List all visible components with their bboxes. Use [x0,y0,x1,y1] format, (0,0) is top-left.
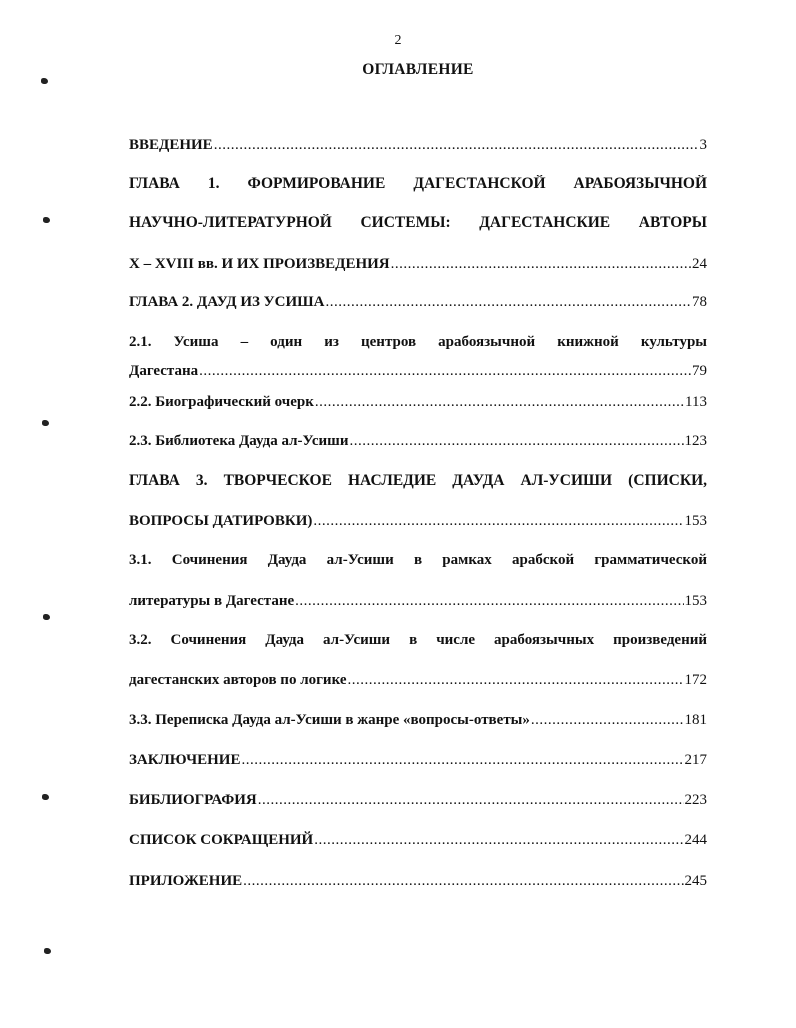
dot-leader [243,872,683,890]
toc-page-number: 113 [685,394,707,410]
toc-entry-s31-line2[interactable] [129,592,707,610]
toc-entry-title: ПРИЛОЖЕНИЕ [129,873,243,889]
toc-entry-s21-line2[interactable] [129,362,707,380]
dot-leader [258,791,684,809]
toc-entry-s23[interactable] [129,432,707,450]
toc-page-number: 244 [684,832,707,848]
scan-mark [44,948,51,954]
toc-page-number: 79 [692,363,707,379]
toc-entry-s31-line1[interactable]: 3.1. Сочинения Дауда ал-Усиши в рамках арабской грамматической [129,552,707,568]
dot-leader [295,592,683,610]
toc-page-number: 181 [684,712,707,728]
toc-entry-title: ГЛАВА 2. ДАУД ИЗ УСИША [129,294,325,310]
toc-entry-s32-line1[interactable]: 3.2. Сочинения Дауда ал-Усиши в числе арабоязычных произведений [129,632,707,648]
toc-entry-title: 2.2. Биографический очерк [129,394,314,410]
scan-mark [43,217,50,223]
toc-page-number: 153 [684,593,707,609]
toc-page-number: 245 [684,873,707,889]
toc-page-number: 153 [684,513,707,529]
toc-entry-ch1-line1[interactable]: ГЛАВА 1. ФОРМИРОВАНИЕ ДАГЕСТАНСКОЙ АРАБОЯЗЫЧНОЙ [129,175,707,192]
toc-entry-title: ВВЕДЕНИЕ [129,137,213,153]
dot-leader [214,136,699,154]
scan-mark [42,420,49,426]
toc-entry-s21-line1[interactable]: 2.1. Усиша – один из центров арабоязычной книжной культуры [129,334,707,350]
toc-page-number: 3 [699,137,707,153]
toc-entry-ch1-line3[interactable] [129,255,707,273]
toc-entry-title: Дагестана [129,363,199,379]
toc-entry-title: 3.3. Переписка Дауда ал-Усиши в жанре «вопросы-ответы» [129,712,530,728]
toc-entry-s22[interactable] [129,393,707,411]
toc-entry-title: Х – XVIII вв. И ИХ ПРОИЗВЕДЕНИЯ [129,256,390,272]
toc-entry-title: литературы в Дагестане [129,593,295,609]
toc-page-number: 24 [692,256,707,272]
toc-entry-s33[interactable] [129,711,707,729]
dot-leader [349,432,683,450]
toc-entry-intro[interactable] [129,136,707,154]
dot-leader [325,293,691,311]
toc-entry-abbreviations[interactable] [129,831,707,849]
dot-leader [348,671,684,689]
toc-page-number: 172 [684,672,707,688]
toc-entry-title: ВОПРОСЫ ДАТИРОВКИ) [129,513,313,529]
toc-page-number: 217 [684,752,707,768]
dot-leader [315,393,684,411]
toc-entry-s32-line2[interactable] [129,671,707,689]
dot-leader [199,362,691,380]
toc-entry-ch1-line2[interactable]: НАУЧНО-ЛИТЕРАТУРНОЙ СИСТЕМЫ: ДАГЕСТАНСКИЕ АВТОРЫ [129,214,707,231]
toc-entry-title: СПИСОК СОКРАЩЕНИЙ [129,832,314,848]
toc-entry-title: 2.3. Библиотека Дауда ал-Усиши [129,433,349,449]
toc-entry-conclusion[interactable] [129,751,707,769]
page-number: 2 [394,33,402,48]
scan-mark [42,794,49,800]
page-title: ОГЛАВЛЕНИЕ [362,61,474,78]
toc-page-number: 223 [684,792,707,808]
toc-page-number: 123 [684,433,707,449]
toc-entry-appendix[interactable] [129,872,707,890]
toc-entry-ch2[interactable] [129,293,707,311]
toc-entry-title: БИБЛИОГРАФИЯ [129,792,257,808]
toc-page-number: 78 [692,294,707,310]
toc-entry-ch3-line2[interactable] [129,512,707,530]
toc-entry-title: ЗАКЛЮЧЕНИЕ [129,752,241,768]
dot-leader [531,711,684,729]
dot-leader [313,512,683,530]
toc-entry-title: дагестанских авторов по логике [129,672,347,688]
dot-leader [391,255,691,273]
scan-mark [41,78,48,84]
dot-leader [241,751,683,769]
toc-entry-ch3-line1[interactable]: ГЛАВА 3. ТВОРЧЕСКОЕ НАСЛЕДИЕ ДАУДА АЛ-УСИШИ (СПИСКИ, [129,472,707,489]
toc-entry-bibliography[interactable] [129,791,707,809]
dot-leader [314,831,683,849]
scan-mark [43,614,50,620]
